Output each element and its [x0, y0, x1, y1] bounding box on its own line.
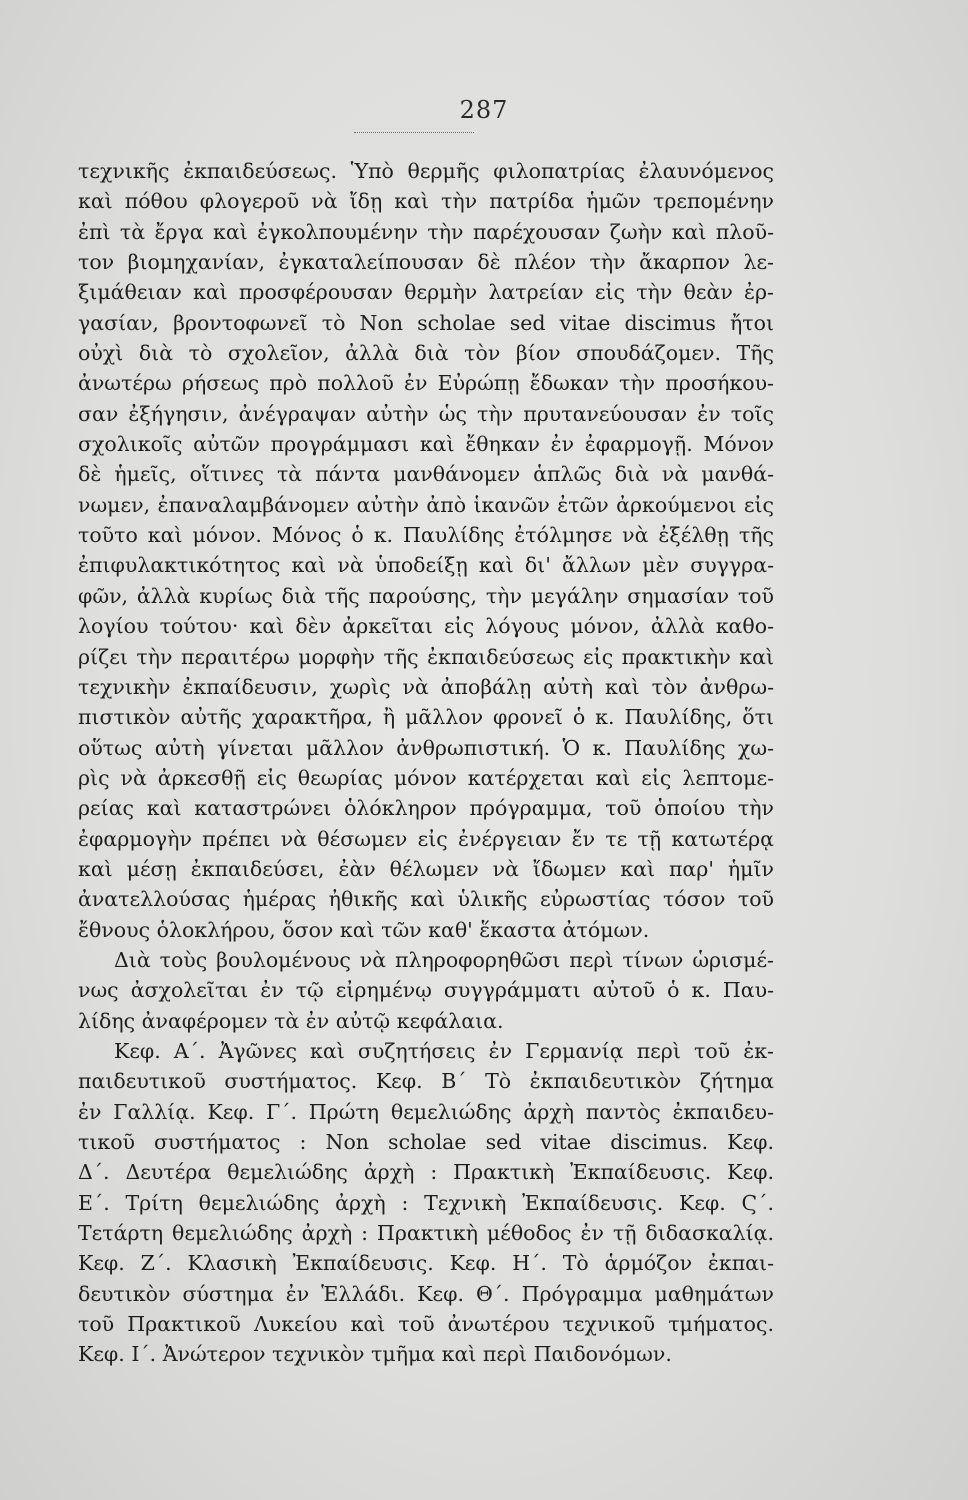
text-line: φῶν, ἀλλὰ κυρίως διὰ τῆς παρούσης, τὴν μεγάλην σημασίαν τοῦ — [78, 583, 774, 608]
text-line: καὶ πόθου φλογεροῦ νὰ ἴδῃ καὶ τὴν πατρίδα ἡμῶν τρεπομένην — [78, 189, 774, 214]
text-line: οὕτως αὐτὴ γίνεται μᾶλλον ἀνθρωπιστική. Ὁ κ. Παυλίδης χω- — [78, 735, 774, 760]
text-line: Ε΄. Τρίτη θεμελιώδης ἀρχὴ : Τεχνικὴ Ἐκπαίδευσις. Κεφ. Ϛ΄. — [78, 1190, 774, 1215]
text-line: παιδευτικοῦ συστήματος. Κεφ. Β΄ Τὸ ἐκπαιδευτικὸν ζήτημα — [78, 1069, 774, 1094]
paragraph — [78, 156, 774, 945]
text-line: ἔθνους ὁλοκλήρου, ὅσον καὶ τῶν καθ' ἕκαστα ἀτόμων. — [78, 917, 650, 942]
text-line: ρίζει τὴν περαιτέρω μορφὴν τῆς ἐκπαιδεύσεως εἰς πρακτικὴν καὶ — [78, 644, 774, 669]
text-line: νωμεν, ἐπαναλαμβάνομεν αὐτὴν ἀπὸ ἱκανῶν ἐτῶν ἀρκούμενοι εἰς — [78, 492, 774, 517]
text-line: δευτικὸν σύστημα ἐν Ἑλλάδι. Κεφ. Θ΄. Πρόγραμμα μαθημάτων — [78, 1281, 774, 1306]
text-line: σχολικοῖς αὐτῶν προγράμμασι καὶ ἔθηκαν ἐν ἐφαρμογῇ. Μόνον — [78, 432, 774, 457]
text-line: Δ΄. Δευτέρα θεμελιώδης ἀρχὴ : Πρακτικὴ Ἐκπαίδευσις. Κεφ. — [78, 1160, 774, 1185]
text-line: Τετάρτη θεμελιώδης ἀρχὴ : Πρακτικὴ μέθοδος ἐν τῇ διδασκαλίᾳ. — [78, 1221, 774, 1246]
text-line: λίδης ἀναφέρομεν τὰ ἐν αὐτῷ κεφάλαια. — [78, 1008, 504, 1033]
text-line: ἀνατελλούσας ἡμέρας ἠθικῆς καὶ ὑλικῆς εὐρωστίας τόσον τοῦ — [78, 887, 774, 912]
text-line: ρὶς νὰ ἀρκεσθῇ εἰς θεωρίας μόνον κατέρχεται καὶ εἰς λεπτομε- — [78, 765, 774, 790]
text-line: τον βιομηχανίαν, ἐγκαταλείπουσαν δὲ πλέον τὴν ἄκαρπον λε- — [78, 250, 774, 275]
text-line: ἐπὶ τὰ ἔργα καὶ ἐγκολπουμένην τὴν παρέχουσαν ζωὴν καὶ πλοῦ- — [78, 219, 774, 244]
text-line: δὲ ἡμεῖς, οἵτινες τὰ πάντα μανθάνομεν ἁπλῶς διὰ νὰ μανθά- — [78, 462, 774, 487]
text-line: τοῦ Πρακτικοῦ Λυκείου καὶ τοῦ ἀνωτέρου τεχνικοῦ τμήματος. — [78, 1312, 774, 1337]
text-line: σαν ἐξήγησιν, ἀνέγραψαν αὐτὴν ὡς τὴν πρυτανεύουσαν ἐν τοῖς — [78, 401, 774, 426]
page-number: 287 — [459, 96, 509, 124]
text-line: Κεφ. Ι΄. Ἀνώτερον τεχνικὸν τμῆμα καὶ περὶ Παιδονόμων. — [78, 1342, 672, 1367]
header-rule — [354, 132, 474, 133]
text-line: τεχνικὴν ἐκπαίδευσιν, χωρὶς νὰ ἀποβάλῃ αὐτὴ καὶ τὸν ἀνθρω- — [78, 674, 774, 699]
text-line: καὶ μέσῃ ἐκπαιδεύσει, ἐὰν θέλωμεν νὰ ἴδωμεν καὶ παρ' ἡμῖν — [78, 856, 774, 881]
text-line: οὐχὶ διὰ τὸ σχολεῖον, ἀλλὰ διὰ τὸν βίον σπουδάζομεν. Τῆς — [78, 341, 774, 366]
text-line: ἐφαρμογὴν πρέπει νὰ θέσωμεν εἰς ἐνέργειαν ἔν τε τῇ κατωτέρᾳ — [78, 826, 774, 851]
text-line: Κεφ. Α΄. Ἀγῶνες καὶ συζητήσεις ἐν Γερμανίᾳ περὶ τοῦ ἐκ- — [114, 1038, 774, 1063]
paragraph — [78, 1036, 774, 1370]
text-line: Διὰ τοὺς βουλομένους νὰ πληροφορηθῶσι περὶ τίνων ὡρισμέ- — [114, 947, 774, 972]
text-line: ἀνωτέρω ρήσεως πρὸ πολλοῦ ἐν Εὐρώπῃ ἔδωκαν τὴν προσήκου- — [78, 371, 774, 396]
text-line: νως ἀσχολεῖται ἐν τῷ εἰρημένῳ συγγράμματι αὐτοῦ ὁ κ. Παυ- — [78, 978, 774, 1003]
text-line: Κεφ. Ζ΄. Κλασικὴ Ἐκπαίδευσις. Κεφ. Η΄. Τὸ ἁρμόζον ἐκπαι- — [78, 1251, 774, 1276]
text-line: γασίαν, βροντοφωνεῖ τὸ Non scholae sed vitae discimus ἤτοι — [78, 310, 774, 335]
body-text — [78, 156, 774, 1370]
text-line: τοῦτο καὶ μόνον. Μόνος ὁ κ. Παυλίδης ἐτόλμησε νὰ ἐξέλθῃ τῆς — [78, 523, 774, 548]
text-line: ἐπιφυλακτικότητος καὶ νὰ ὑποδείξῃ καὶ δι' ἄλλων μὲν συγγρα- — [78, 553, 774, 578]
text-line: ξιμάθειαν καὶ προσφέρουσαν θερμὴν λατρείαν εἰς τὴν θεὰν ἐρ- — [78, 280, 774, 305]
text-line: ρείας καὶ καταστρώνει ὁλόκληρον πρόγραμμα, τοῦ ὁποίου τὴν — [78, 796, 774, 821]
text-line: πιστικὸν αὐτῆς χαρακτῆρα, ἢ μᾶλλον φρονεῖ ὁ κ. Παυλίδης, ὅτι — [78, 705, 774, 730]
text-line: λογίου τούτου· καὶ δὲν ἀρκεῖται εἰς λόγους μόνον, ἀλλὰ καθο- — [78, 614, 774, 639]
paragraph — [78, 945, 774, 1036]
text-line: ἐν Γαλλίᾳ. Κεφ. Γ΄. Πρώτη θεμελιώδης ἀρχὴ παντὸς ἐκπαιδευ- — [78, 1099, 774, 1124]
text-line: τεχνικῆς ἐκπαιδεύσεως. Ὑπὸ θερμῆς φιλοπατρίας ἐλαυνόμενος — [78, 159, 774, 183]
text-line: τικοῦ συστήματος : Non scholae sed vitae discimus. Κεφ. — [78, 1130, 774, 1154]
